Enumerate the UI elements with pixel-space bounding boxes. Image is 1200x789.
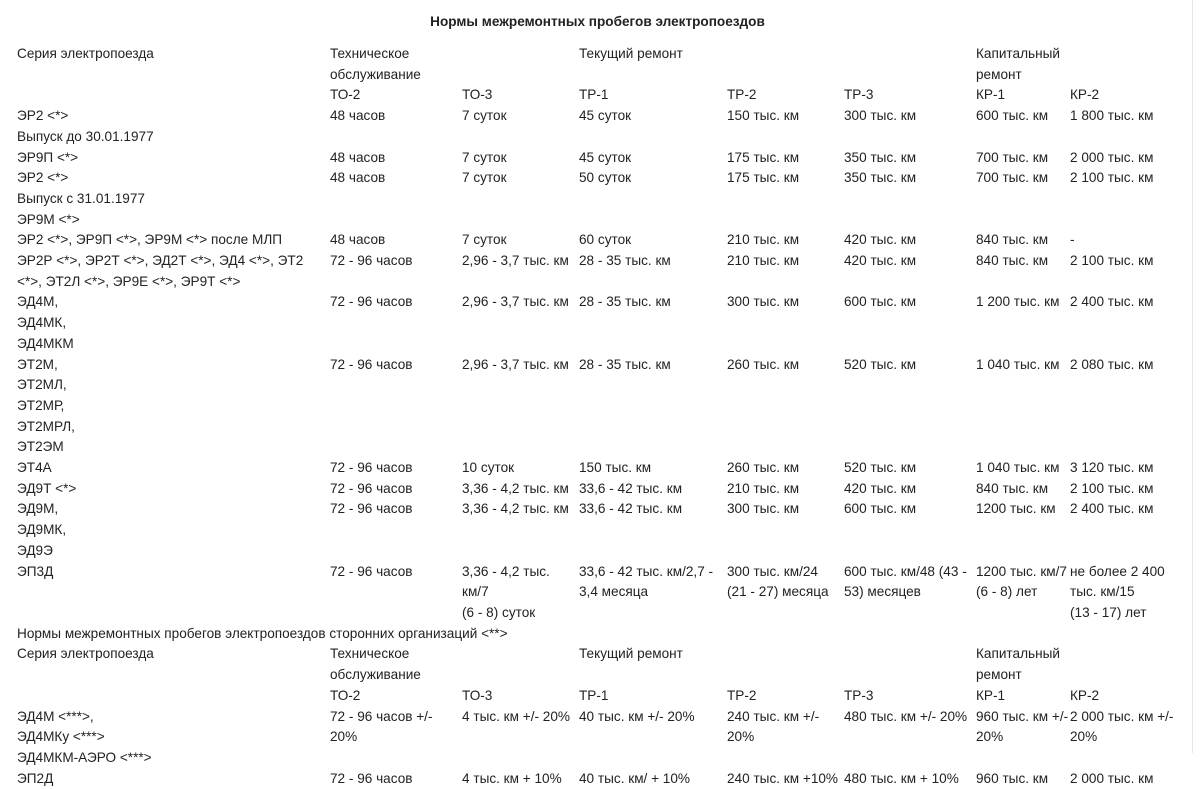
cell-series: Серия электропоезда [17,646,154,662]
cell-kr1: 700 тыс. км [976,170,1049,186]
table-row [17,562,1193,624]
cell-tr1: 33,6 - 42 тыс. км/2,7 - 3,4 месяца [579,563,714,600]
cell-to2: Техническое обслуживание [330,46,421,82]
cell-to2: 72 - 96 часов [330,460,413,476]
cell-kr1: Капитальный ремонт [976,646,1060,683]
table-row [17,148,1193,169]
cell-tr3: 420 тыс. км [844,480,917,496]
cell-kr1: 840 тыс. км [976,480,1049,496]
cell-to3: 7 суток [462,170,507,186]
cell-tr3: 300 тыс. км [844,108,917,124]
cell-to3: 2,96 - 3,7 тыс. км [462,356,569,372]
cell-tr1: 150 тыс. км [579,460,652,476]
table-row [17,707,1193,748]
cell-tr3: ТР-3 [844,687,874,703]
cell-series [17,85,330,106]
cell-tr2 [727,44,844,85]
section-row [17,748,1193,769]
cell-kr2: 1 800 тыс. км [1070,108,1154,124]
cell-to3: 3,36 - 4,2 тыс. км [462,480,569,496]
cell-series: ЭР2Р <*>, ЭР2Т <*>, ЭД2Т <*>, ЭД4 <*>, ЭТ2 <*>, ЭТ2Л <*>, ЭР9Е <*>, ЭР9Т <*> [17,253,304,289]
cell-kr1: КР-1 [976,687,1006,703]
cell-kr1: 700 тыс. км [976,149,1049,165]
cell-tr1: 45 суток [579,149,632,165]
cell-tr1: ТР-1 [579,87,609,103]
cell-kr2: 3 120 тыс. км [1070,460,1154,476]
cell-to2: Техническое обслуживание [330,646,421,683]
cell-tr3: 420 тыс. км [844,253,917,269]
cell-to3: ТО-3 [462,87,493,103]
cell-kr1: 1 040 тыс. км [976,356,1060,372]
cell-tr2: ТР-2 [727,687,757,703]
section-label: Выпуск до 30.01.1977 [17,128,154,144]
cell-tr3 [844,44,976,85]
cell-to3: 2,96 - 3,7 тыс. км [462,253,569,269]
cell-tr1: 50 суток [579,170,632,186]
cell-to2: 72 - 96 часов [330,356,413,372]
cell-kr1: Капитальный ремонт [976,46,1060,82]
cell-series: ЭР2 <*> [17,108,69,124]
cell-kr1: 600 тыс. км [976,108,1049,124]
table-subheader-row [17,686,1193,707]
cell-series: ЭД4М <***>, ЭД4МКу <***> [17,708,105,745]
cell-to2: 48 часов [330,170,386,186]
cell-tr1: 40 тыс. км/ + 10% [579,770,691,786]
cell-kr2: КР-2 [1070,687,1100,703]
table-row [17,479,1193,500]
cell-to3: 7 суток [462,149,507,165]
cell-to3: 10 суток [462,460,515,476]
table-header-row [17,44,1193,85]
cell-to3: 2,96 - 3,7 тыс. км [462,294,569,310]
table-row [17,355,1193,459]
cell-kr1: 1200 тыс. км/7 (6 - 8) лет [976,563,1067,600]
section-row [17,624,1193,645]
cell-tr3: 600 тыс. км [844,501,917,517]
table-row [17,458,1193,479]
cell-tr2: 175 тыс. км [727,170,800,186]
cell-kr2: 2 100 тыс. км [1070,170,1154,186]
section-label: Выпуск с 31.01.1977 [17,190,145,206]
cell-to2: 72 - 96 часов +/- 20% [330,708,433,745]
cell-kr2: КР-2 [1070,87,1100,103]
cell-tr1: Текущий ремонт [579,646,683,662]
cell-tr1: 45 суток [579,108,632,124]
cell-series: ЭД9Т <*> [17,480,77,496]
cell-kr2: 2 080 тыс. км [1070,356,1154,372]
cell-to3: 3,36 - 4,2 тыс. км/7 (6 - 8) суток [462,563,550,620]
table-row [17,230,1193,251]
cell-tr2: 260 тыс. км [727,460,800,476]
cell-tr3: 520 тыс. км [844,356,917,372]
cell-series: ЭТ4А [17,460,52,476]
cell-tr3: 350 тыс. км [844,170,917,186]
cell-series: ЭР2 <*> [17,170,69,186]
section-row [17,189,1193,210]
table-row [17,499,1193,561]
page-title: Нормы межремонтных пробегов электропоездов [430,14,765,29]
cell-series: ЭТ2М, ЭТ2МЛ, ЭТ2МР, ЭТ2МРЛ, ЭТ2ЭМ [17,356,75,455]
section-row [17,210,1193,231]
cell-tr2: 175 тыс. км [727,149,800,165]
cell-series: ЭР9П <*> [17,149,79,165]
cell-kr2: 2 400 тыс. км [1070,294,1154,310]
cell-tr3: 600 тыс. км/48 (43 - 53) месяцев [844,563,967,600]
cell-kr1: 1 040 тыс. км [976,460,1060,476]
cell-tr3: ТР-3 [844,87,874,103]
norms-table [17,44,1193,789]
cell-to2: 72 - 96 часов [330,294,413,310]
table-row [17,106,1193,127]
cell-to3: 7 суток [462,108,507,124]
cell-series: ЭП2Д [17,770,54,786]
cell-tr3 [844,644,976,685]
cell-kr2 [1070,44,1180,85]
cell-tr3: 480 тыс. км +/- 20% [844,708,968,724]
cell-tr1: 40 тыс. км +/- 20% [579,708,695,724]
cell-tr2: 240 тыс. км +/- 20% [727,708,820,745]
cell-kr1: 960 тыс. км +/- 20% [976,708,1069,745]
cell-tr3: 480 тыс. км + 10% [844,770,959,786]
cell-to2: 48 часов [330,149,386,165]
table-subheader-row [17,85,1193,106]
table-header-row [17,644,1193,685]
cell-tr2: 300 тыс. км [727,501,800,517]
cell-tr1: 33,6 - 42 тыс. км [579,501,683,517]
cell-tr1: 33,6 - 42 тыс. км [579,480,683,496]
cell-to2: 72 - 96 часов [330,480,413,496]
cell-tr2: ТР-2 [727,87,757,103]
cell-kr1: КР-1 [976,87,1006,103]
cell-kr2: 2 000 тыс. км +/- 20% [1070,708,1174,745]
cell-tr2: 210 тыс. км [727,232,800,248]
cell-to2: 72 - 96 часов [330,253,413,269]
cell-to2: ТО-2 [330,87,361,103]
cell-kr1: 1200 тыс. км [976,501,1056,517]
cell-kr2: 2 000 тыс. км [1070,770,1154,786]
table-row [17,251,1193,292]
cell-kr2: 2 100 тыс. км [1070,253,1154,269]
cell-tr3: 600 тыс. км [844,294,917,310]
cell-tr1: 28 - 35 тыс. км [579,356,671,372]
cell-series: ЭП3Д [17,563,54,579]
cell-series [17,686,330,707]
cell-series: ЭД9М, ЭД9МК, ЭД9Э [17,501,67,558]
cell-tr1: Текущий ремонт [579,46,683,61]
cell-kr2 [1070,644,1180,685]
cell-kr2: не более 2 400 тыс. км/15 (13 - 17) лет [1070,563,1165,620]
section-label: ЭР9М <*> [17,211,80,227]
cell-kr2: 2 400 тыс. км [1070,501,1154,517]
cell-tr2: 210 тыс. км [727,253,800,269]
cell-to3: ТО-3 [462,687,493,703]
cell-series: Серия электропоезда [17,46,154,61]
cell-tr2: 300 тыс. км [727,294,800,310]
cell-to2: 72 - 96 часов [330,770,413,786]
cell-tr1: ТР-1 [579,687,609,703]
cell-to3 [462,644,579,685]
cell-tr2: 150 тыс. км [727,108,800,124]
cell-to2: ТО-2 [330,687,361,703]
cell-tr2: 240 тыс. км +10% [727,770,839,786]
cell-tr1: 28 - 35 тыс. км [579,294,671,310]
cell-to3 [462,44,579,85]
cell-series: ЭД4М, ЭД4МК, ЭД4МКМ [17,294,74,351]
cell-kr1: 840 тыс. км [976,253,1049,269]
cell-kr2: 2 000 тыс. км [1070,149,1154,165]
cell-to3: 7 суток [462,232,507,248]
cell-tr3: 520 тыс. км [844,460,917,476]
cell-to2: 48 часов [330,232,386,248]
section-label: ЭД4МКМ-АЭРО <***> [17,749,152,765]
cell-kr1: 840 тыс. км [976,232,1049,248]
cell-tr1: 60 суток [579,232,632,248]
cell-to3: 4 тыс. км +/- 20% [462,708,570,724]
cell-tr2: 210 тыс. км [727,480,800,496]
cell-tr1: 28 - 35 тыс. км [579,253,671,269]
section-row [17,127,1193,148]
cell-series: ЭР2 <*>, ЭР9П <*>, ЭР9М <*> после МЛП [17,232,283,248]
table-row [17,292,1193,354]
section-label: Нормы межремонтных пробегов электропоездов сторонних организаций <**> [17,625,508,641]
cell-to2: 48 часов [330,108,386,124]
cell-to2: 72 - 96 часов [330,563,413,579]
cell-tr3: 350 тыс. км [844,149,917,165]
cell-tr3: 420 тыс. км [844,232,917,248]
table-row [17,168,1193,189]
cell-tr2: 260 тыс. км [727,356,800,372]
cell-tr2 [727,644,844,685]
cell-kr1: 1 200 тыс. км [976,294,1060,310]
cell-to3: 3,36 - 4,2 тыс. км [462,501,569,517]
cell-kr2: 2 100 тыс. км [1070,480,1154,496]
cell-tr2: 300 тыс. км/24 (21 - 27) месяца [727,563,829,600]
cell-to3: 4 тыс. км + 10% [462,770,562,786]
table-row [17,769,1193,789]
cell-to2: 72 - 96 часов [330,501,413,517]
cell-kr2: - [1070,232,1075,248]
cell-kr1: 960 тыс. км [976,770,1049,786]
